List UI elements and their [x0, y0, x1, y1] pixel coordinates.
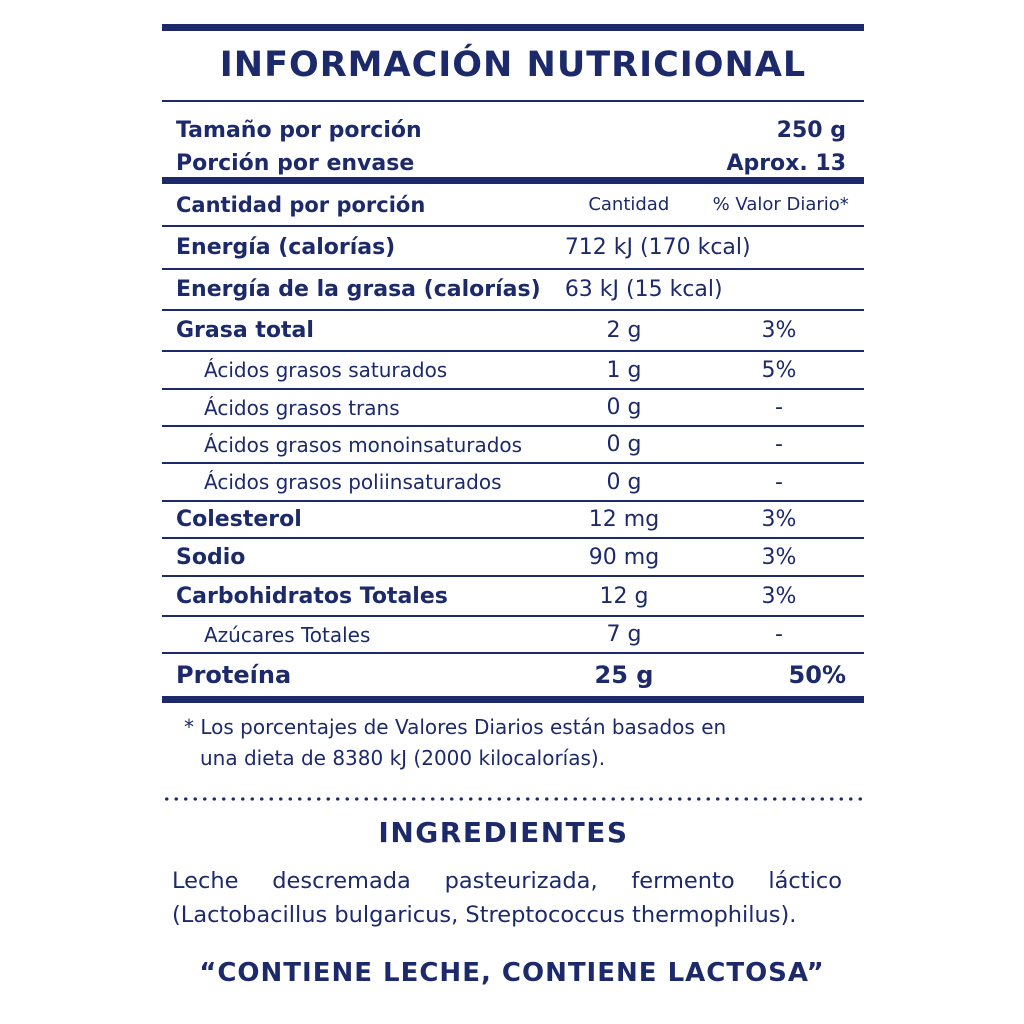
row-daily-value: 50%	[788, 661, 846, 689]
row-amount: 0 g	[606, 432, 642, 457]
serving-info	[162, 102, 864, 177]
table-row-fat-energy	[162, 268, 864, 309]
row-daily-value: 5%	[761, 357, 797, 383]
allergen-warning: “CONTIENE LECHE, CONTIENE LACTOSA”	[199, 958, 825, 988]
servings-per-container-row	[176, 147, 846, 180]
servings-per-container-value: Aprox. 13	[726, 151, 846, 176]
table-header	[162, 184, 864, 225]
row-amount: 712 kJ (170 kcal)	[564, 235, 751, 260]
table-row-energy	[162, 225, 864, 268]
table-bottom-rule	[162, 696, 864, 703]
row-amount: 25 g	[594, 661, 654, 689]
table-row-trans-fat	[162, 388, 864, 425]
row-label: Grasa total	[176, 318, 314, 343]
table-row-cholesterol	[162, 500, 864, 537]
row-amount: 12 g	[599, 583, 649, 609]
table-row-carbohydrates	[162, 575, 864, 615]
header-amount: Cantidad	[588, 194, 670, 215]
ingredients-line-1: Leche descremada pasteurizada, fermento láctico	[172, 868, 842, 894]
ingredients-title: INGREDIENTES	[378, 816, 629, 849]
serving-size-value: 250 g	[776, 118, 846, 143]
row-daily-value: 3%	[761, 507, 797, 532]
row-label: Colesterol	[176, 507, 302, 532]
row-amount: 7 g	[606, 622, 642, 647]
row-daily-value: 3%	[761, 544, 797, 570]
row-amount: 0 g	[606, 469, 642, 495]
footnote-line-2: una dieta de 8380 kJ (2000 kilocalorías).	[200, 746, 606, 770]
header-daily-value: % Valor Diario*	[712, 194, 849, 215]
row-label: Ácidos grasos trans	[204, 395, 400, 420]
row-label: Energía de la grasa (calorías)	[176, 277, 541, 302]
table-row-saturated-fat	[162, 350, 864, 388]
row-amount: 63 kJ (15 kcal)	[564, 277, 723, 302]
row-label: Energía (calorías)	[176, 235, 396, 260]
row-amount: 90 mg	[588, 544, 660, 570]
row-label: Azúcares Totales	[204, 622, 371, 647]
row-label: Ácidos grasos saturados	[204, 358, 448, 382]
table-row-polyunsaturated-fat	[162, 462, 864, 500]
table-row-total-fat	[162, 309, 864, 350]
table-row-protein	[162, 652, 864, 696]
row-daily-value: 3%	[761, 318, 797, 343]
header-label: Cantidad por porción	[176, 192, 426, 217]
servings-per-container-label: Porción por envase	[176, 151, 415, 176]
row-daily-value: -	[775, 622, 783, 647]
daily-value-footnote	[184, 712, 726, 774]
row-label: Ácidos grasos poliinsaturados	[204, 470, 502, 494]
row-daily-value: 3%	[761, 583, 797, 609]
footnote-line-1: * Los porcentajes de Valores Diarios están basados en	[184, 715, 727, 739]
serving-size-label: Tamaño por porción	[176, 118, 422, 143]
top-rule	[162, 24, 864, 31]
row-label: Sodio	[176, 544, 246, 570]
table-row-sodium	[162, 537, 864, 575]
row-daily-value: -	[775, 395, 783, 420]
ingredients-line-2: (Lactobacillus bulgaricus, Streptococcus thermophilus).	[172, 902, 797, 928]
row-amount: 12 mg	[588, 507, 660, 532]
row-label: Carbohidratos Totales	[176, 583, 448, 609]
nutrition-title: INFORMACIÓN NUTRICIONAL	[219, 45, 807, 85]
row-daily-value: -	[775, 469, 783, 495]
dotted-divider	[162, 797, 864, 801]
row-label: Ácidos grasos monoinsaturados	[204, 432, 523, 457]
nutrition-facts-panel	[162, 24, 864, 703]
row-daily-value: -	[775, 432, 783, 457]
row-amount: 0 g	[606, 395, 642, 420]
row-amount: 2 g	[606, 318, 642, 343]
serving-size-row	[176, 114, 846, 147]
table-row-monounsaturated-fat	[162, 425, 864, 462]
ingredients-text	[172, 864, 842, 932]
table-row-sugars	[162, 615, 864, 652]
row-label: Proteína	[176, 661, 292, 689]
row-amount: 1 g	[606, 357, 642, 383]
